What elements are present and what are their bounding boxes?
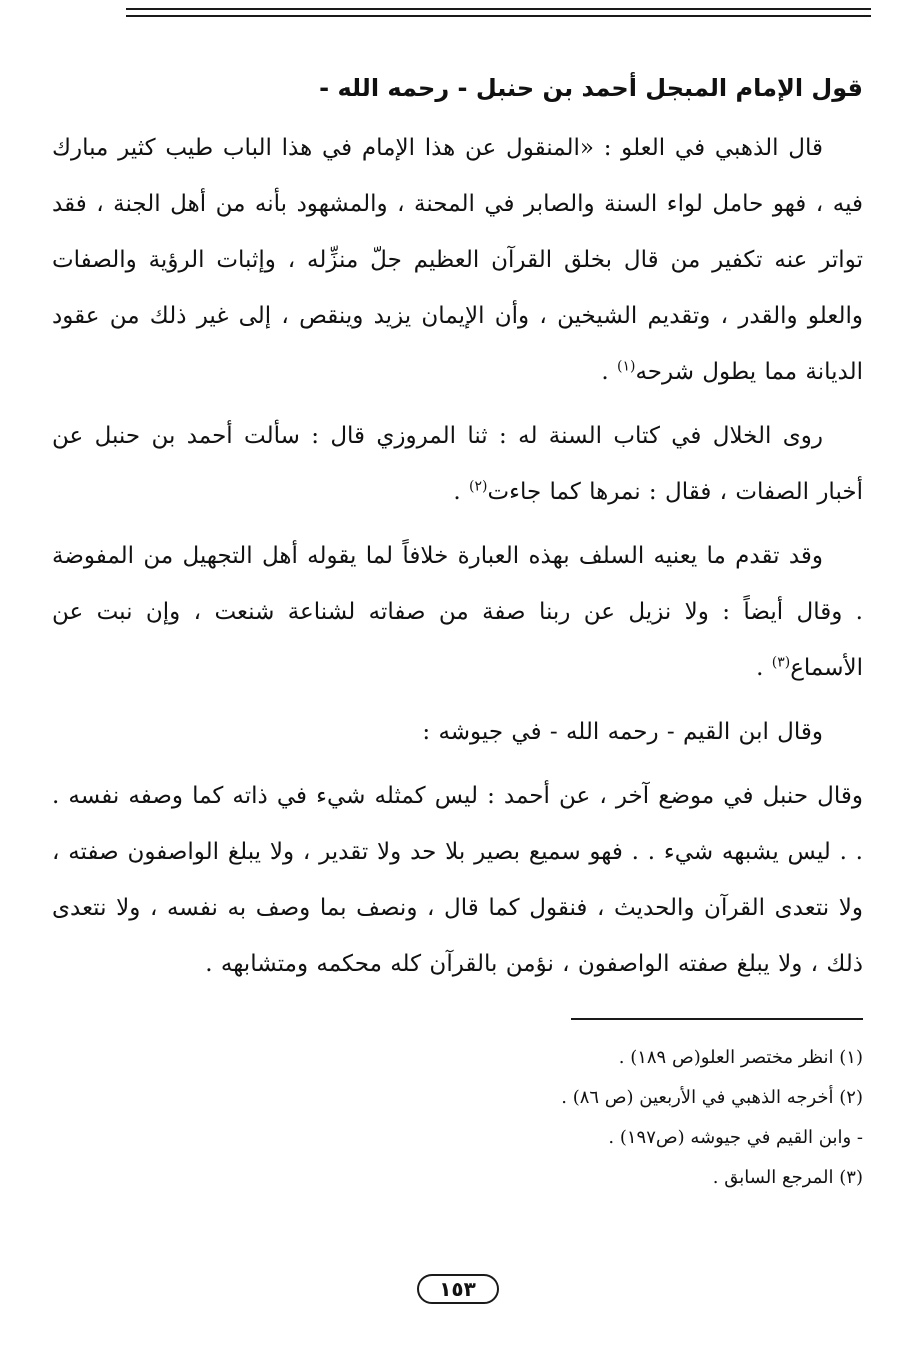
- paragraph-hanbal-quote: وقال حنبل في موضع آخر ، عن أحمد : ليس كمثله شيء في ذاته كما وصفه نفسه . . . ليس يشبهه شيء . . فهو سميع بصير بلا حد ولا تقدير ، ولا يبلغ الواصفون صفته ، ولا نتعدى القرآن والحديث ، فنقول كما قال ، ونصف بما وصف به نفسه ، ولا نتعدى ذلك ، ولا يبلغ صفته الواصفون ، نؤمن بالقرآن كله محكمه ومتشابهه .: [52, 783, 863, 977]
- footnote-reference[interactable]: (١): [616, 358, 636, 375]
- paragraph-text: روى الخلال في كتاب السنة له : ثنا المروزي قال : سألت أحمد بن حنبل عن أخبار الصفات ، فقال : نمرها كما جاءت: [52, 423, 863, 505]
- page-number: ١٥٣: [417, 1274, 499, 1304]
- footnote-3: (٣) المرجع السابق .: [712, 1167, 863, 1188]
- footnotes: [52, 1038, 863, 1198]
- paragraph-end: .: [601, 359, 617, 385]
- page-footer: [0, 1274, 915, 1304]
- paragraph-khallal-narration: [52, 408, 863, 520]
- paragraph-text: قال الذهبي في العلو : «المنقول عن هذا الإمام في هذا الباب طيب كثير مبارك فيه ، فهو حامل لواء السنة والصابر في المحنة ، والمشهود بأنه من أهل الجنة ، فقد تواتر عنه تكفير من قال بخلق القرآن العظيم جلّ منزِّله ، وإثبات الرؤية والصفات والعلو والقدر ، وتقديم الشيخين ، وأن الإيمان يزيد وينقص ، إلى غير ذلك من عقود الديانة مما يطول شرحه: [52, 135, 863, 385]
- top-rule-line: [126, 15, 871, 17]
- footnote-separator: [571, 1018, 863, 1020]
- top-rule-line: [126, 8, 871, 10]
- section-heading: قول الإمام المبجل أحمد بن حنبل - رحمه الله -: [319, 74, 863, 102]
- paragraph-text: وقد تقدم ما يعنيه السلف بهذه العبارة خلافاً لما يقوله أهل التجهيل من المفوضة . وقال أيضاً : ولا نزيل عن ربنا صفة من صفاته لشناعة شنعت ، وإن نبت عن الأسماع: [52, 543, 863, 681]
- footnote-2: (٢) أخرجه الذهبي في الأربعين (ص ٨٦) .: [561, 1087, 863, 1108]
- paragraph-end: .: [756, 655, 772, 681]
- footnote-reference[interactable]: (٢): [469, 478, 488, 495]
- top-rule: [126, 8, 871, 18]
- paragraph-dhahabi-quote: [52, 120, 863, 400]
- footnote-2-continuation: - وابن القيم في جيوشه (ص١٩٧) .: [608, 1127, 863, 1148]
- page-body: [52, 66, 863, 1000]
- footnote-1: (١) انظر مختصر العلو(ص ١٨٩) .: [618, 1047, 863, 1068]
- footnote-reference[interactable]: (٣): [771, 654, 791, 671]
- paragraph-salaf-meaning: [52, 528, 863, 696]
- paragraph-end: .: [453, 479, 470, 505]
- paragraph-ibn-qayyim-intro: وقال ابن القيم - رحمه الله - في جيوشه :: [422, 719, 823, 745]
